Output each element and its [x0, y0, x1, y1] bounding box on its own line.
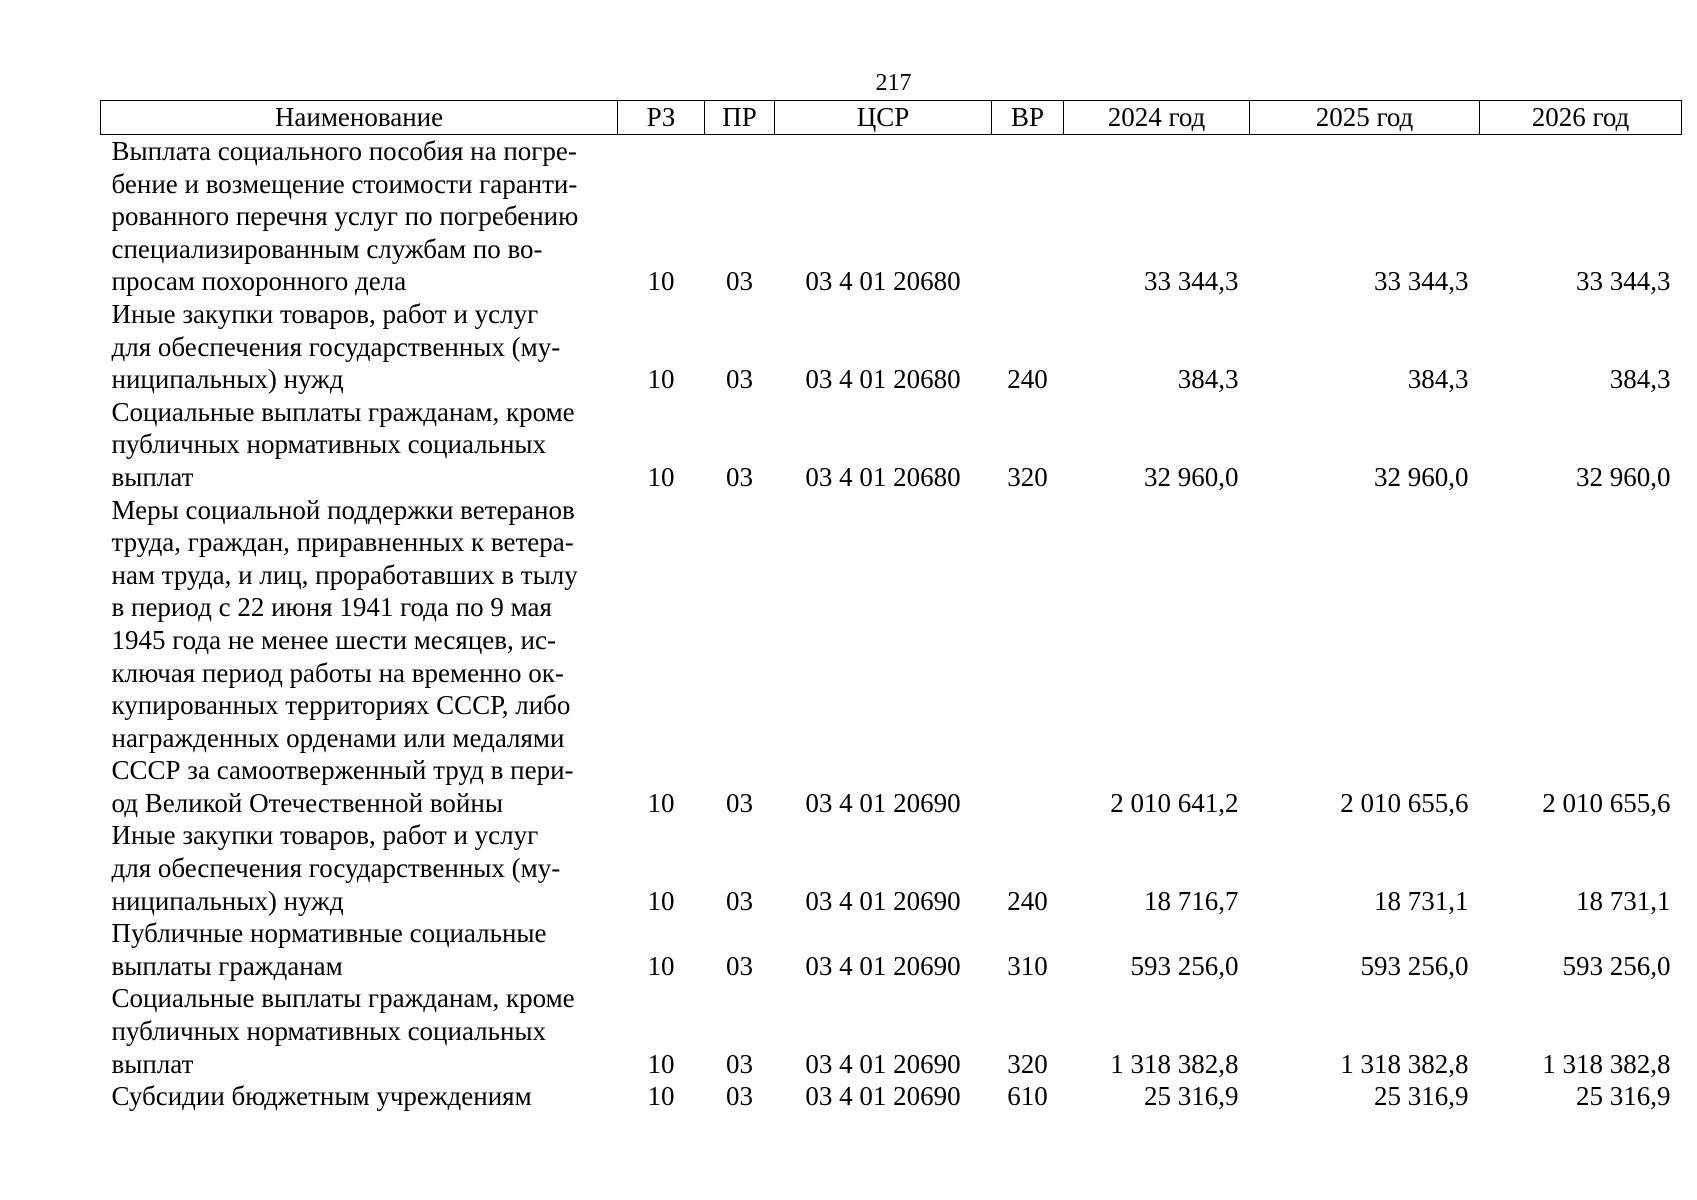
row-name-line: Субсидии бюджетным учреждениям: [111, 1081, 532, 1112]
row-name: [101, 982, 618, 1080]
header-2026: 2026 год: [1480, 101, 1682, 135]
row-value-2025: 384,3: [1407, 364, 1469, 395]
row-name-line: Социальные выплаты гражданам, кроме: [111, 983, 575, 1014]
row-name: [101, 917, 618, 982]
table-row: [101, 135, 1682, 298]
row-name-line: нам труда, и лиц, проработавших в тылу: [111, 559, 578, 590]
header-rz: РЗ: [618, 101, 705, 135]
row-value-2025: 1 318 382,8: [1340, 1048, 1469, 1079]
row-value-2026: 593 256,0: [1562, 950, 1671, 981]
row-pr: 03: [726, 266, 753, 297]
row-value-2026: 1 318 382,8: [1542, 1048, 1671, 1079]
row-rz: 10: [647, 1048, 675, 1079]
header-2024: 2024 год: [1064, 101, 1250, 135]
row-vr: 240: [1007, 885, 1048, 916]
row-value-2026: 384,3: [1609, 364, 1671, 395]
row-vr: 320: [1007, 461, 1048, 492]
row-value-2025: 593 256,0: [1360, 950, 1469, 981]
table-row: [101, 819, 1682, 917]
row-csr: 03 4 01 20690: [805, 1048, 961, 1079]
row-name-line: награжденных орденами или медалями: [111, 722, 565, 753]
row-name-line: выплат: [111, 461, 194, 492]
row-csr: 03 4 01 20680: [805, 266, 961, 297]
row-value-2026: 2 010 655,6: [1542, 787, 1671, 818]
row-name-line: публичных нормативных социальных: [111, 429, 547, 460]
row-value-2024: 33 344,3: [1144, 266, 1239, 297]
row-vr: [992, 494, 1064, 820]
row-name: [101, 819, 618, 917]
row-rz: 10: [647, 266, 675, 297]
row-value-2025: 18 731,1: [1374, 885, 1469, 916]
row-rz: 10: [647, 950, 675, 981]
row-name-line: Публичные нормативные социальные: [111, 918, 547, 949]
row-name-line: в период с 22 июня 1941 года по 9 мая: [111, 592, 552, 623]
row-value-2026: 25 316,9: [1576, 1081, 1671, 1112]
row-name-line: 1945 года не менее шести месяцев, ис-: [111, 624, 556, 655]
row-vr: 610: [1007, 1081, 1048, 1112]
row-name-line: купированных территориях СССР, либо: [111, 690, 571, 721]
row-name-line: бение и возмещение стоимости гаранти-: [111, 168, 578, 199]
row-value-2024: 32 960,0: [1144, 461, 1239, 492]
row-name-line: просам похоронного дела: [111, 266, 407, 297]
row-pr: 03: [726, 787, 753, 818]
header-vr: ВР: [992, 101, 1064, 135]
row-vr: 240: [1007, 364, 1048, 395]
row-rz: 10: [647, 364, 675, 395]
row-pr: 03: [726, 1048, 753, 1079]
row-csr: 03 4 01 20690: [805, 1081, 961, 1112]
row-pr: 03: [726, 1081, 753, 1112]
row-name-line: публичных нормативных социальных: [111, 1016, 547, 1047]
row-value-2026: 18 731,1: [1576, 885, 1671, 916]
row-vr: 310: [1007, 950, 1048, 981]
row-csr: 03 4 01 20690: [805, 787, 961, 818]
row-pr: 03: [726, 364, 753, 395]
header-csr: ЦСР: [775, 101, 992, 135]
page-number: 217: [875, 70, 912, 96]
row-name-line: од Великой Отечественной войны: [111, 787, 503, 818]
row-rz: 10: [647, 1081, 675, 1112]
row-value-2025: 32 960,0: [1374, 461, 1469, 492]
row-value-2026: 32 960,0: [1576, 461, 1671, 492]
row-name: [101, 494, 618, 820]
row-csr: 03 4 01 20680: [805, 461, 961, 492]
row-name-line: труда, граждан, приравненных к ветера-: [111, 527, 574, 558]
table-row: [101, 494, 1682, 820]
row-value-2024: 18 716,7: [1144, 885, 1239, 916]
row-value-2024: 25 316,9: [1144, 1081, 1239, 1112]
row-rz: 10: [647, 461, 675, 492]
row-name-line: для обеспечения государственных (му-: [111, 331, 561, 362]
row-name-line: Меры социальной поддержки ветеранов: [111, 494, 575, 525]
table-body: [101, 135, 1682, 1113]
row-rz: 10: [647, 885, 675, 916]
row-name: [101, 298, 618, 396]
header-2025: 2025 год: [1250, 101, 1480, 135]
header-pr: ПР: [705, 101, 775, 135]
row-name-line: Иные закупки товаров, работ и услуг: [111, 820, 539, 851]
row-name: [101, 135, 618, 298]
row-value-2024: 1 318 382,8: [1110, 1048, 1239, 1079]
row-name-line: ключая период работы на временно ок-: [111, 657, 564, 688]
row-value-2024: 2 010 641,2: [1110, 787, 1239, 818]
row-value-2024: 384,3: [1177, 364, 1239, 395]
row-pr: 03: [726, 950, 753, 981]
table-row: [101, 982, 1682, 1080]
row-value-2026: 33 344,3: [1576, 266, 1671, 297]
row-value-2025: 33 344,3: [1374, 266, 1469, 297]
row-name-line: Социальные выплаты гражданам, кроме: [111, 396, 575, 427]
table-row: [101, 1080, 1682, 1113]
header-name: Наименование: [101, 101, 618, 135]
row-name-line: ниципальных) нужд: [111, 885, 344, 916]
row-rz: 10: [647, 787, 675, 818]
row-name-line: ниципальных) нужд: [111, 364, 344, 395]
row-csr: 03 4 01 20690: [805, 950, 961, 981]
row-pr: 03: [726, 461, 753, 492]
row-value-2025: 2 010 655,6: [1340, 787, 1469, 818]
table-row: [101, 396, 1682, 494]
row-name-line: рованного перечня услуг по погребению: [111, 201, 579, 232]
table-row: [101, 298, 1682, 396]
row-name-line: выплаты гражданам: [111, 950, 343, 981]
table-header-row: [101, 101, 1682, 135]
row-value-2024: 593 256,0: [1130, 950, 1239, 981]
row-name-line: СССР за самоотверженный труд в пери-: [111, 755, 574, 786]
row-name: [101, 1080, 618, 1113]
row-name-line: для обеспечения государственных (му-: [111, 853, 561, 884]
row-vr: [992, 135, 1064, 298]
row-name-line: выплат: [111, 1048, 194, 1079]
budget-table: [100, 100, 1682, 1113]
row-csr: 03 4 01 20680: [805, 364, 961, 395]
row-name-line: специализированным службам по во-: [111, 233, 543, 264]
row-name-line: Иные закупки товаров, работ и услуг: [111, 298, 539, 329]
row-value-2025: 25 316,9: [1374, 1081, 1469, 1112]
row-name-line: Выплата социального пособия на погре-: [111, 136, 577, 166]
row-name: [101, 396, 618, 494]
table-row: [101, 917, 1682, 982]
row-csr: 03 4 01 20690: [805, 885, 961, 916]
row-pr: 03: [726, 885, 753, 916]
row-vr: 320: [1007, 1048, 1048, 1079]
